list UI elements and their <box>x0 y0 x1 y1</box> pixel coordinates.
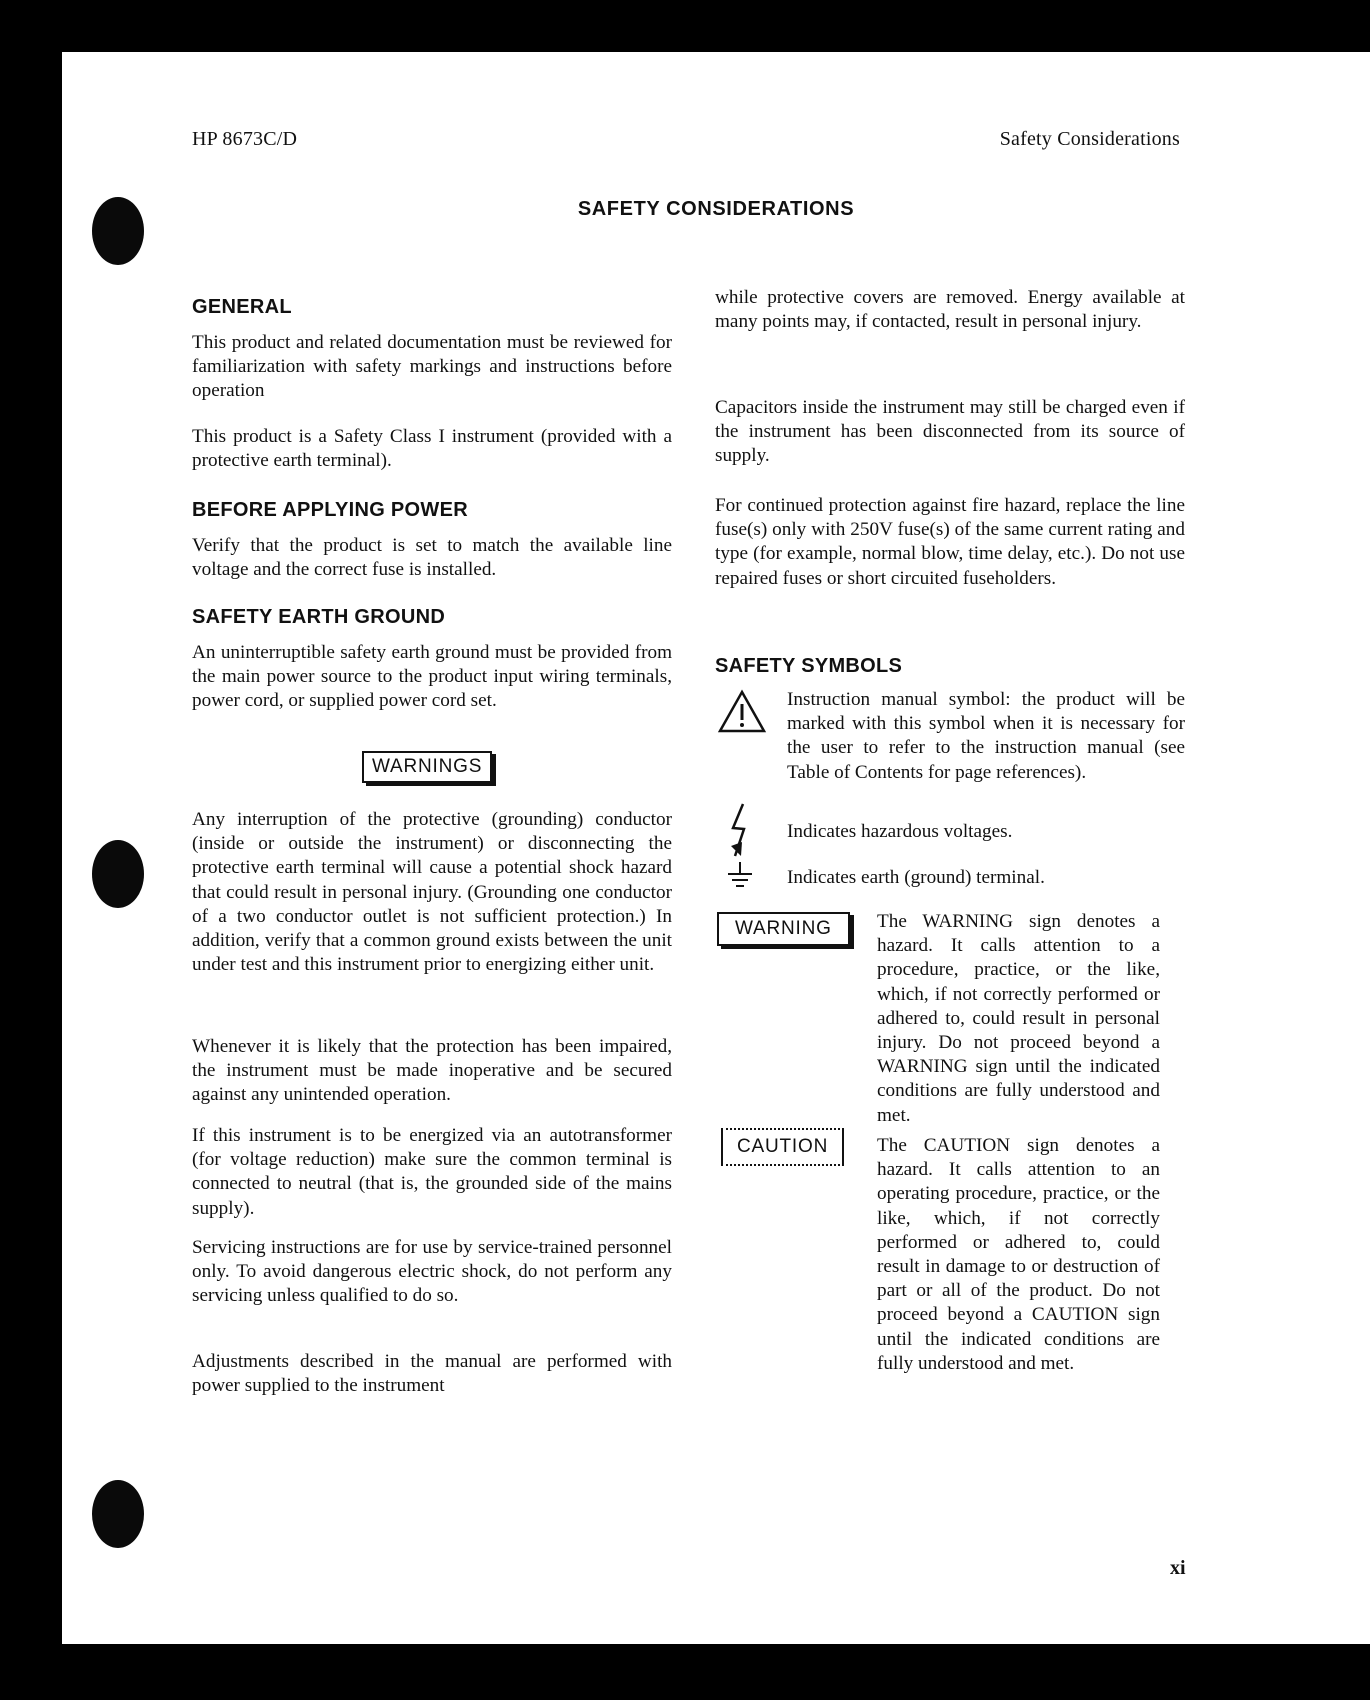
warnings-label: WARNINGS <box>362 751 492 783</box>
manual-page <box>62 52 1370 1644</box>
heading-general: GENERAL <box>192 296 292 318</box>
caution-label: CAUTION <box>721 1128 844 1166</box>
capacitors-paragraph: Capacitors inside the instrument may still be charged even if the instrument has been disconnected from its source of supply. <box>715 397 1185 467</box>
page-number: xi <box>1170 1557 1186 1579</box>
earth-terminal-text: Indicates earth (ground) terminal. <box>787 867 1045 888</box>
before-power-paragraph: Verify that the product is set to match the available line voltage and the correct fuse is installed. <box>192 535 672 581</box>
header-left: HP 8673C/D <box>192 128 298 150</box>
page-title: SAFETY CONSIDERATIONS <box>577 198 855 220</box>
header-right: Safety Considerations <box>999 128 1180 150</box>
caution-sign-text: The CAUTION sign denotes a hazard. It calls attention to an operating procedure, practice, or the like, which, if not correctly performed or adhered to, could result in damage to or destruction of part or all of the product. Do not proceed beyond a CAUTION sign until the indicated conditions are fully understood and met. <box>877 1135 1160 1374</box>
general-paragraph-2: This product is a Safety Class I instrument (provided with a protective earth terminal). <box>192 426 672 472</box>
warning-sign-text: The WARNING sign denotes a hazard. It calls attention to a procedure, practice, or the like, which, if not correctly performed or adhered to, could result in personal injury. Do not proceed beyond a WARNING sign until the indicated conditions are fully understood and met. <box>877 911 1160 1126</box>
warnings-paragraph-3: If this instrument is to be energized via an autotransformer (for voltage reduction) make sure the common terminal is connected to neutral (that is, the grounded side of the mains supply). <box>192 1125 672 1219</box>
binder-hole <box>92 840 144 908</box>
general-paragraph-1: This product and related documentation must be reviewed for familiarization with safety markings and instructions before operation <box>192 332 672 402</box>
lightning-icon <box>727 802 757 858</box>
earth-ground-paragraph: An uninterruptible safety earth ground must be provided from the main power source to the product input wiring terminals, power cord, or supplied power cord set. <box>192 642 672 712</box>
warnings-paragraph-5: Adjustments described in the manual are performed with power supplied to the instrument <box>192 1351 672 1397</box>
heading-safety-symbols: SAFETY SYMBOLS <box>715 655 903 677</box>
heading-before-applying-power: BEFORE APPLYING POWER <box>192 499 468 521</box>
fuse-paragraph: For continued protection against fire hazard, replace the line fuse(s) only with 250V fuse(s) of the same current rating and type (for example, normal blow, time delay, etc.). Do not use repaired fuses or short circuited fuseholders. <box>715 495 1185 589</box>
hazardous-voltage-text: Indicates hazardous voltages. <box>787 821 1013 842</box>
warnings-paragraph-2: Whenever it is likely that the protection has been impaired, the instrument must be made inoperative and be secured against any unintended operation. <box>192 1036 672 1106</box>
covers-paragraph: while protective covers are removed. Energy available at many points may, if contacted, result in personal injury. <box>715 287 1185 333</box>
earth-ground-icon <box>725 860 755 890</box>
binder-hole <box>92 1480 144 1548</box>
warning-triangle-icon <box>717 689 767 735</box>
warnings-paragraph-1: Any interruption of the protective (grounding) conductor (inside or outside the instrument) or disconnecting the protective earth terminal will cause a potential shock hazard that could result in personal injury. (Grounding one conductor of a two conductor outlet is not sufficient protection.) In addition, verify that a common ground exists between the unit under test and this instrument prior to energizing either unit. <box>192 809 672 976</box>
warning-label: WARNING <box>717 912 850 946</box>
heading-safety-earth-ground: SAFETY EARTH GROUND <box>192 606 446 628</box>
warnings-paragraph-4: Servicing instructions are for use by service-trained personnel only. To avoid dangerous electric shock, do not perform any servicing unless qualified to do so. <box>192 1237 672 1307</box>
manual-symbol-text: Instruction manual symbol: the product will be marked with this symbol when it is necessary for the user to refer to the instruction manual (see Table of Contents for page references). <box>787 689 1185 783</box>
